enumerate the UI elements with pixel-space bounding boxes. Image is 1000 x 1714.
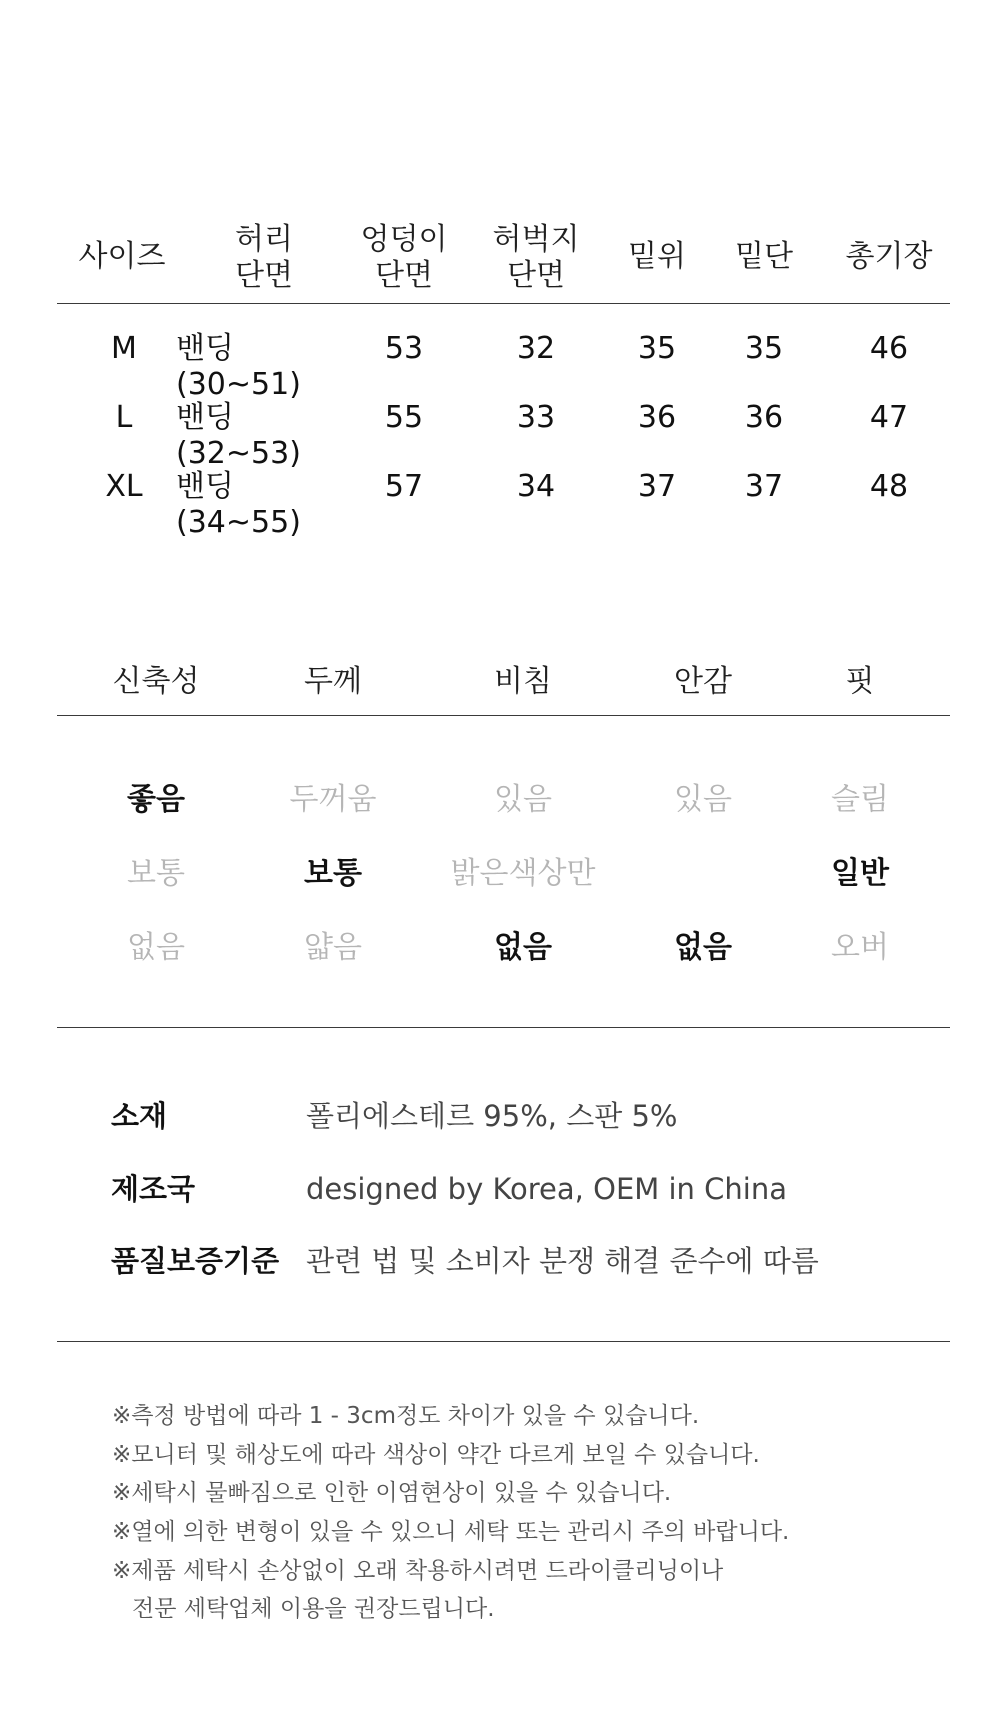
header-waist-line2: 단면 — [235, 258, 293, 293]
material-value: 폴리에스테르 95%, 스판 5% — [306, 1099, 678, 1133]
header-thigh — [476, 222, 596, 294]
header-size-label: 사이즈 — [78, 239, 166, 274]
property-bottom-divider — [57, 1027, 950, 1028]
stretch-option: 보통 — [127, 856, 185, 891]
size-cell: L — [115, 400, 133, 435]
hip-cell: 57 — [384, 469, 424, 504]
warranty-value: 관련 법 및 소비자 분쟁 해결 준수에 따름 — [306, 1244, 819, 1278]
property-header-divider — [57, 715, 950, 716]
rise-cell: 37 — [637, 469, 677, 504]
note-line: ※열에 의한 변형이 있을 수 있으니 세탁 또는 관리시 주의 바랍니다. — [112, 1519, 790, 1545]
sheerness-option: 밝은색상만 — [450, 856, 596, 891]
header-hip-line2: 단면 — [375, 258, 433, 293]
note-line: ※제품 세탁시 손상없이 오래 착용하시려면 드라이클리닝이나 — [112, 1558, 724, 1584]
header-waist — [204, 222, 324, 294]
thigh-cell: 34 — [516, 469, 556, 504]
length-cell: 47 — [869, 400, 909, 435]
lining-option: 있음 — [674, 782, 732, 817]
origin-value: designed by Korea, OEM in China — [306, 1172, 787, 1206]
header-hem-label: 밑단 — [735, 239, 793, 274]
note-line: ※측정 방법에 따라 1 - 3cm정도 차이가 있을 수 있습니다. — [112, 1403, 700, 1429]
hip-cell: 55 — [384, 400, 424, 435]
note-line: ※모니터 및 해상도에 따라 색상이 약간 다르게 보일 수 있습니다. — [112, 1442, 760, 1468]
hip-cell: 53 — [384, 331, 424, 366]
table-header-divider — [57, 303, 950, 304]
thigh-cell: 33 — [516, 400, 556, 435]
fit-option: 오버 — [831, 930, 889, 965]
size-cell: XL — [105, 469, 143, 504]
size-cell: M — [111, 331, 137, 366]
warranty-label: 품질보증기준 — [111, 1244, 280, 1278]
fit-option: 슬림 — [831, 782, 889, 817]
thickness-option: 얇음 — [304, 930, 362, 965]
sheerness-option: 있음 — [494, 782, 552, 817]
hem-cell: 36 — [744, 400, 784, 435]
rise-cell: 36 — [637, 400, 677, 435]
header-rise-label: 밑위 — [628, 239, 686, 274]
header-rise — [597, 239, 717, 275]
hem-cell: 35 — [744, 331, 784, 366]
stretch-option: 좋음 — [127, 782, 185, 817]
header-thickness: 두께 — [304, 664, 362, 699]
header-waist-line1: 허리 — [235, 222, 293, 257]
header-thigh-line2: 단면 — [507, 258, 565, 293]
fit-option: 일반 — [831, 856, 889, 891]
note-line: ※세탁시 물빠짐으로 인한 이염현상이 있을 수 있습니다. — [112, 1480, 672, 1506]
header-thigh-line1: 허벅지 — [492, 222, 580, 257]
header-fit: 핏 — [845, 664, 875, 699]
thickness-option: 두꺼움 — [289, 782, 377, 817]
origin-label: 제조국 — [111, 1172, 196, 1206]
thigh-cell: 32 — [516, 331, 556, 366]
lining-option: 없음 — [674, 930, 732, 965]
rise-cell: 35 — [637, 331, 677, 366]
header-stretch: 신축성 — [112, 664, 200, 699]
hem-cell: 37 — [744, 469, 784, 504]
header-hem — [704, 239, 824, 275]
waist-cell: 밴딩(32~53) — [176, 400, 301, 471]
info-bottom-divider — [57, 1341, 950, 1342]
length-cell: 48 — [869, 469, 909, 504]
header-size — [62, 239, 182, 275]
header-hip-line1: 엉덩이 — [360, 222, 448, 257]
waist-cell: 밴딩(34~55) — [176, 469, 301, 540]
note-line: 전문 세탁업체 이용을 권장드립니다. — [132, 1596, 495, 1622]
header-lining: 안감 — [674, 664, 732, 699]
header-hip — [344, 222, 464, 294]
stretch-option: 없음 — [127, 930, 185, 965]
header-sheerness: 비침 — [494, 664, 552, 699]
length-cell: 46 — [869, 331, 909, 366]
material-label: 소재 — [111, 1099, 168, 1133]
waist-cell: 밴딩(30~51) — [176, 331, 301, 402]
sheerness-option: 없음 — [494, 930, 552, 965]
header-length-label: 총기장 — [845, 239, 933, 274]
header-length — [829, 239, 949, 275]
thickness-option: 보통 — [304, 856, 362, 891]
